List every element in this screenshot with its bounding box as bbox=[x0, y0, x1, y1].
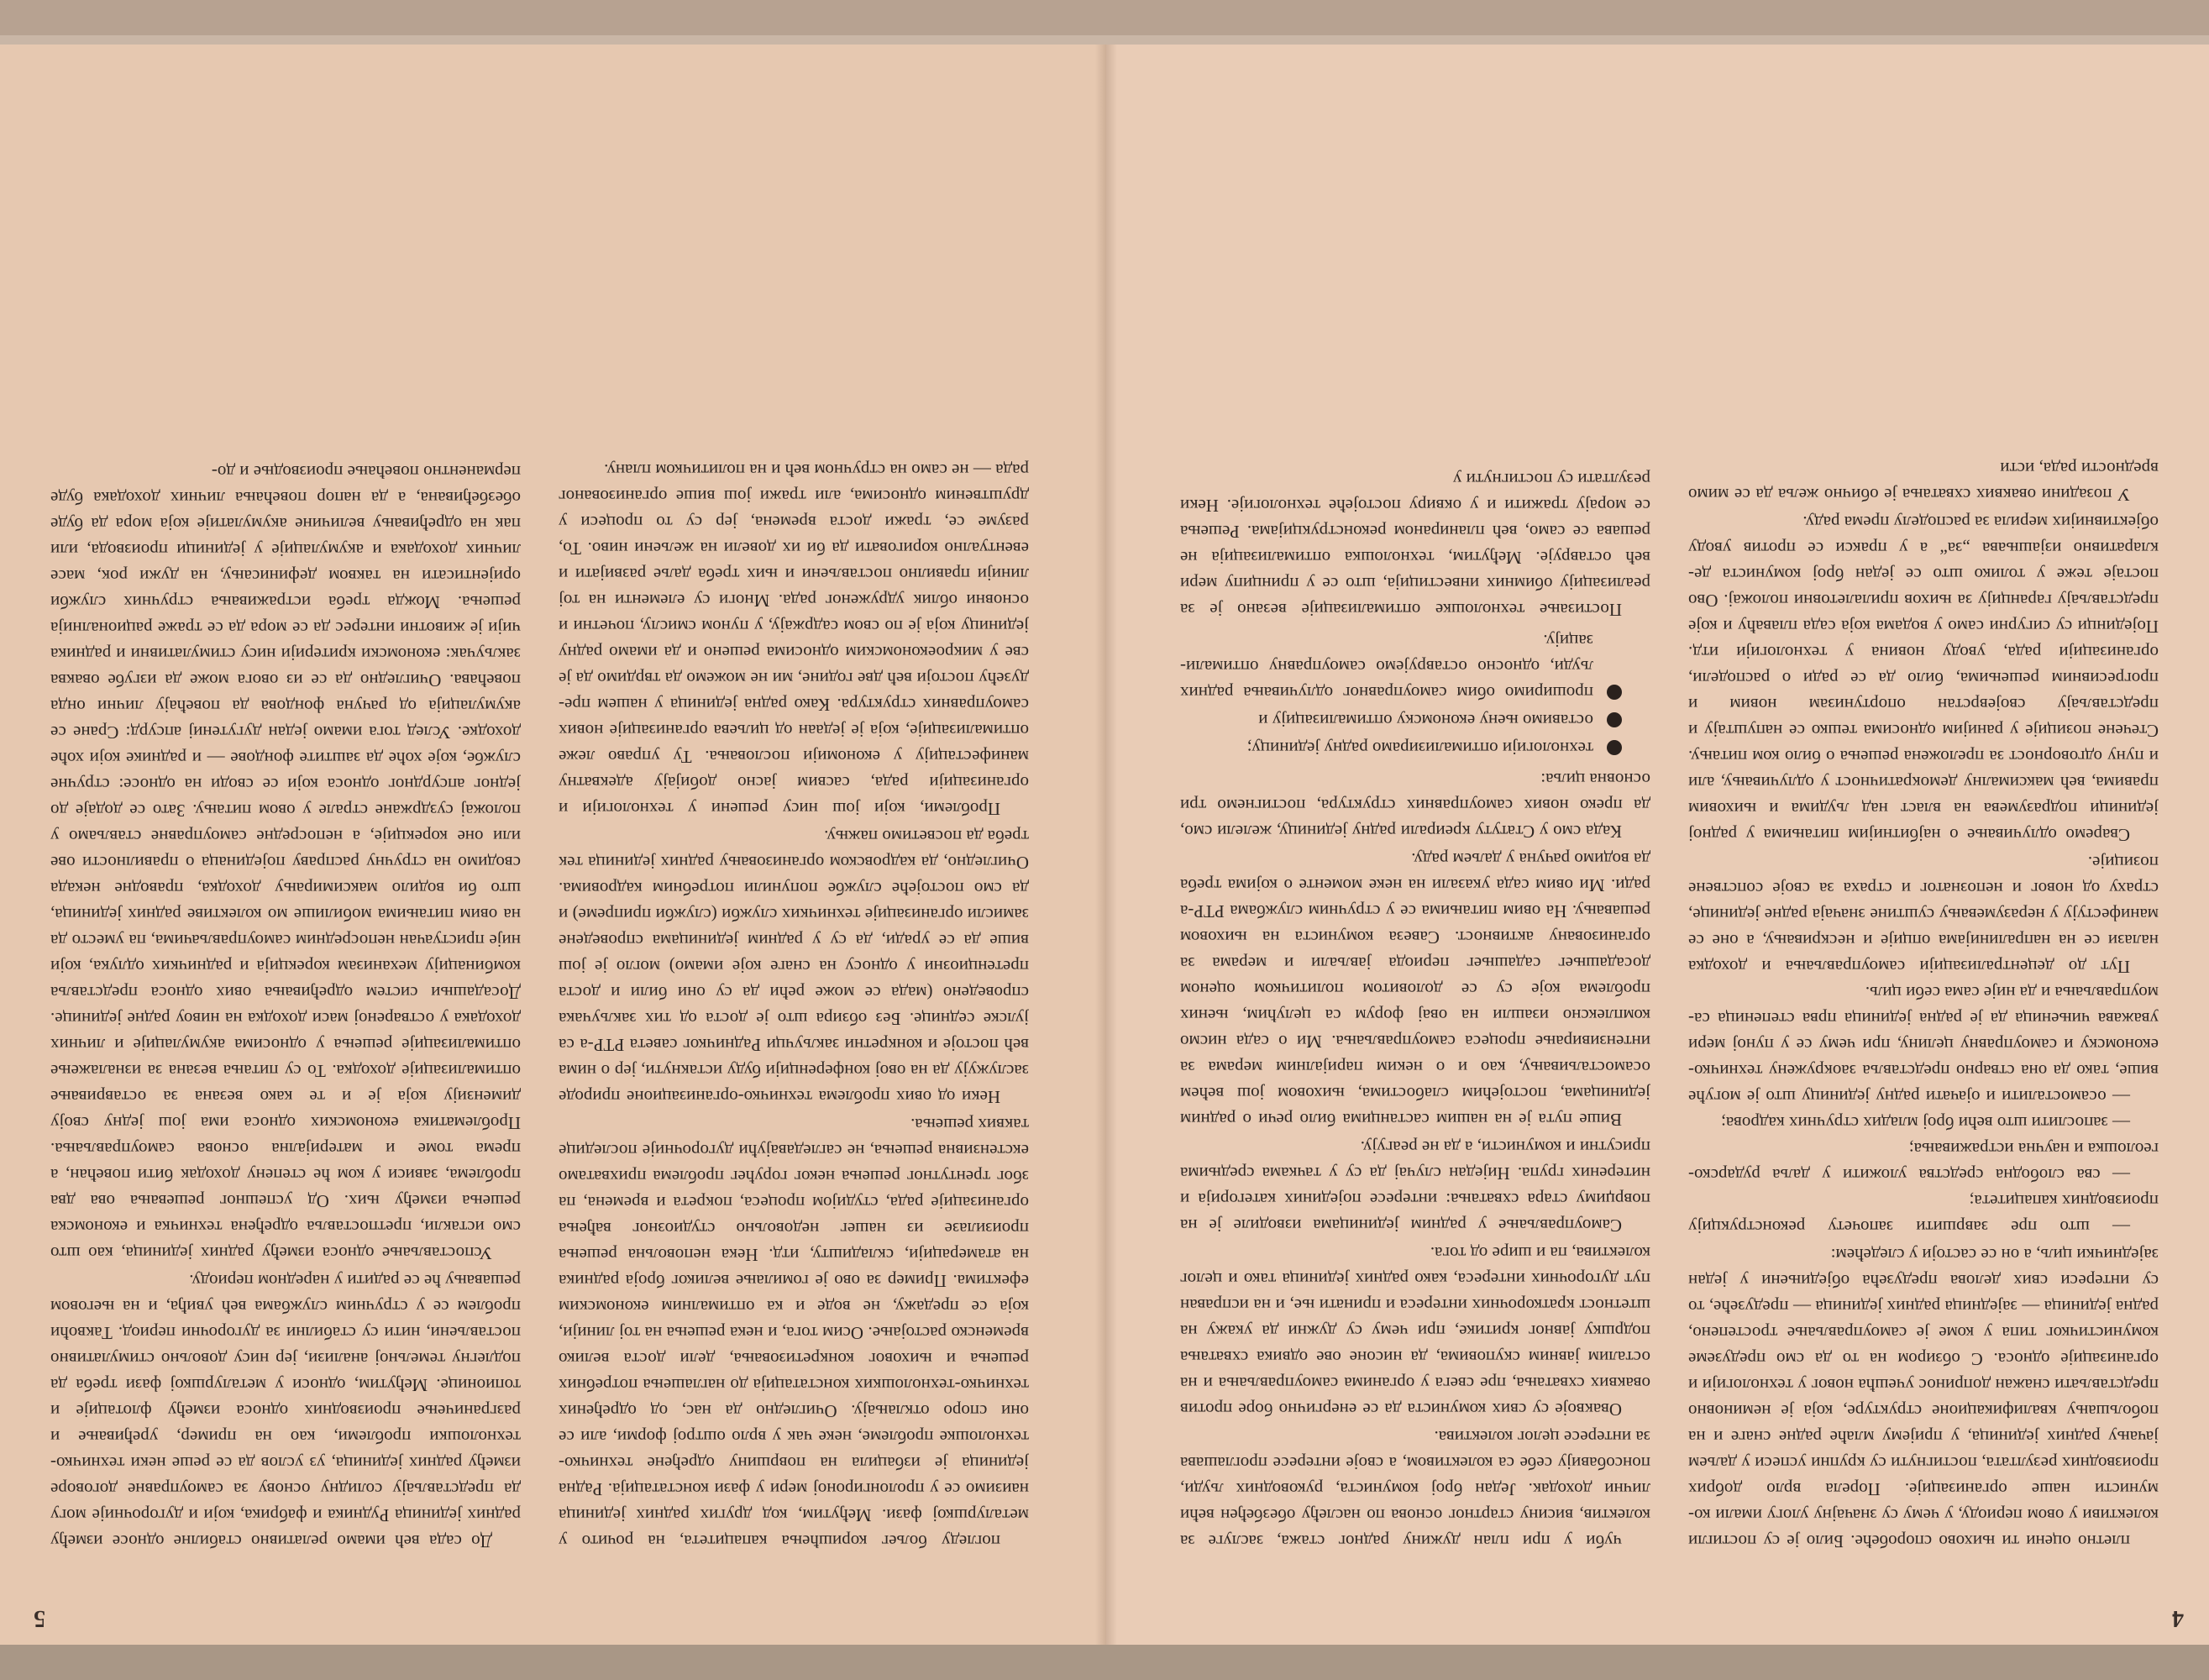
paragraph: Када смо у Статуту креирали радну јединицу, желели смо, да преко нових самоуправних структура, постигнемо три основна циља: bbox=[1180, 769, 1650, 842]
list-item bbox=[1180, 707, 1622, 733]
left-page-column-2 bbox=[1180, 202, 1650, 1554]
list-item bbox=[1180, 735, 1622, 761]
goals-list bbox=[1180, 627, 1650, 761]
paragraph: чуби у при план дужину радног стажа, заслуге за колектив, висину стартног основа по наслеђу обезбеђен већи лични доходак. Један број комуниста, руководних људи, понсобавију себе са колективом, а своје интересе проглашава за интересе целог колектива. bbox=[1180, 1427, 1650, 1551]
paragraph: До сада већ имамо релативно стабилне односе између радних јединица Рудника и фабрика, који и дугорочније могу да представљају солидну основу за самоуправне договоре између радних јединица, уз услов да се реше неки техничкотехнолошки проблеми, као на пример, уређивање и разграничење производних односа између флотације и топионице. Међутим, односи у металуршкој фази треба да подлегну темељној анализи, јер нису довољно стимулативно постављени, нити су стабилни за дугорочни период. Таквоћи проблем се у стручним службама већ увиђа, и на његовом решавању ће се радити у наредном периоду. bbox=[50, 1271, 521, 1551]
paragraph: У позадини оваквих схватања је обично жеља да се мимо вредности рада, исти bbox=[1688, 459, 2159, 505]
dash-item: — осамосталити и ојачати радну јединицу што је могуће више, тако да она стварно представља заокружену техничко-економску и самоуправну целину, при чему се у пуној мери уважава чињеница да је радна јединица прва степеница самоуправљања и да није сама себи циљ. bbox=[1688, 983, 2159, 1107]
page-number-left: 4 bbox=[2172, 1605, 2184, 1631]
paragraph: Више пута је на нашим састанцима било речи о радним јединицама, постојећим слабостима, њиховом још већем осамостаљивању, као и о неким паријалним мерама за интензивирање процеса самоуправљања. Ми о сада нисмо комплексно изашли на овај форум са целућим, њених проблема које су се доловитом политичком оценом досадашњег садашњег периода јављали и мерама за организовану активност. Савеза комуниста на њиховом решавању. На овим питањима се у стручним службама РТР-а ради. Ми овим сада указали на неке моменте о којима треба да водимо рачуна у даљем раду. bbox=[1180, 849, 1650, 1130]
paragraph: погледу бољег коришћења капацитета, на рочито у металуршкој фази. Међутим, код других радних јединица наизимо се у пролонгироној мери у фази констатација. Радна јединица је избацила на површину одређене техничко-технолошке проблеме, неке чак у врло оштрој форми, али се они споро отклањају. Очигледно да нас, од одређених техничко-технолошких констатација до наглашења потребних решења и њиховог конкретизовања, дели доста велико временско растојање. Осим тога, и нека решења на тој линији, која се предажу, не воде и ка оптималним економским ефектима. Пример за ово је гомилање великог броја радника на атамерацији, складишту, итд. Нека неповољна решења произилазе из нашег недовољно студиозног вађења организације рада, студијом процеса, покрета и времена, па због трентутног решења неког горућег проблема прихватамо екстензивна решења, не сагледавајући дугорочније последице таквих решења. bbox=[559, 1115, 1029, 1551]
dash-item: — сва слободна средства уложити у даља рударско-геолошка и научна истраживања; bbox=[1688, 1139, 2159, 1185]
paragraph: плетно оцени ти њихово споробеће. Било је су постигли колективи у овом периоду, у чему су значајну улогу имали комунисти наше организације. Порела врло добрих производних резултата, постигнути су крупни успеси у даљем јачању радних јединица, у пријему млаће радне снаге и на побољшању квалификационе структуре, која је неминовно представљати снажан допринос учешћа новог у технологији и организације односа. С обзиром на то да смо предуземе комунистичког типа у коме је самоуправљање тростепено, радна јединица — заједница радних јединица — предузеће, то су интереси свих делова предузећа обједињени у један заједнички циљ, а он се састоји у следећем: bbox=[1688, 1245, 2159, 1551]
paragraph: Самоуправљање у радним јединицама изводиле је на поврџиму стара схватања: интересе појединих категорија и нитерених група. Ниједан случај да су у тачкама средњима присутни и комунисти, а да не реагују. bbox=[1180, 1137, 1650, 1236]
paragraph: Неки од ових проблема техничко-организационе природе заслужују да на овој конференцији буду истакнути, јер о нима већ постоје и конкретни закључци Радничког савета РТР-а са јулске седнице. Без обзира што је доста од тих закључака спроведено (мада се може рећи да су они били и доста претенциозни у односу на снаге које имамо) могло је још више да се уради, да су у радним јединицама спроведене замисли организације техничких служби (служби припреме) и да смо постојеће службе попунили потребним кадровима. Очигледно, да кадровском организовању радних јединица тек треба да посветимо пажњу. bbox=[559, 827, 1029, 1107]
page-gutter bbox=[1095, 45, 1117, 1645]
paragraph: Сваремо одлучивање о најбитнијим питањима у радној јединици подразумева на власт над људима и њиховим правима, већ максималну демократичност у одлучивању, али и пуну одговорност за преложена решења о било ком питању. Стечене позиције у ранијим односима тешко се напуштају и представљају својеврстан опортунизам новим и прогресивним решењима, било да се ради о расподели, организацији рада, уводу новина у технологији итд. Појединци су сигурни само у водама која сада плаваћу и које представљају гаранцију за њихов прилалетовни положај. Ово постаје теже у толико што се један број комуниста декларативно изјашњава „за“ а у пракси се против уводу објективнијих мерила за расподелу према раду. bbox=[1688, 512, 2159, 845]
list-item-text: оставимо њену економску оптимализацију и bbox=[1258, 711, 1593, 731]
left-page-column-1 bbox=[1688, 202, 2159, 1554]
list-item-text: технологији оптимализирамо радну јединицу; bbox=[1246, 738, 1593, 759]
dash-item: — запослити што већи број младих стручних кадрова; bbox=[1721, 1113, 2130, 1133]
paragraph: Проблеми, који још нису решени у технологији и организацији рада, сасвим јасно добијају адекватну манифестацију у економији пословања. Ту управо леже оптимализације, која је једаан од циљева организације нових самоуправних структура. Како радна јединица у нашем предузећу постоји већ две године, ми не можемо да тврдимо да је све у микроекономским односима решено и да имамо радну јединицу која је по свом садржају, у пуном смислу, почетни и основни облик удруженог рада. Многи су елементи на тој линији правилно постављени и њих треба даље развијати и евентуално кориговати да би их довели на жељени ниво. То, разуме се, тражи доста времена, јер су то процеси у друштвеним односима, али тражи још више организованог рада — не само на стручном већ и на политичком плану. bbox=[559, 460, 1029, 819]
list-item-text: проширимо обим самоуправног одлучивања радних људи, односно оставрујемо самоуправну оптимализацију. bbox=[1180, 631, 1593, 703]
bullet-icon bbox=[1607, 712, 1622, 727]
paragraph: Пут до децентрализацији самоуправљања и доходка налази се на напралинијама опције и нескривању, а оне се манифестују у неразумевању суштине значаја радне јединице, страху од новог и непознатог и страха за своје сопствене позиције. bbox=[1688, 853, 2159, 977]
right-page-column-2 bbox=[50, 202, 521, 1554]
paragraph: Оваквоје су свих комуниста да се енергично боре против оваквих схватања, пре свега у органима самоуправљања и на осталим јавним скуповима, да нисоне ове одвика схватања подршку јавног критике, при чему су дужни да укажу на штетност краткорочних интереса и принати ње, и на исправан пут дугорочних интереса, како радних јединица тако и целог колектива, па и шире од тога. bbox=[1180, 1243, 1650, 1420]
paragraph: Постизање технолошке оптимализације везано је за реализацију обимних инвестиција, што се у принципу мери већ оставрује. Међутим, технолошка оптимализација не решава се само, већ планираном реконструкцијама. Решења се морају тражити и у оквиру постојеће технологије. Неки резултати су постигнути у bbox=[1180, 470, 1650, 620]
page-number-right: 5 bbox=[34, 1605, 45, 1631]
bullet-icon bbox=[1607, 685, 1622, 700]
bullet-icon bbox=[1607, 740, 1622, 755]
dash-item: — што пре завршити започету реконструкцију производних капацитета; bbox=[1688, 1191, 2159, 1237]
right-page-column-1 bbox=[559, 202, 1029, 1554]
paragraph: Успостављање односа између радних јединица, као што смо истакли, претпоставља одређена техничка и економска решења између њих. Од успешног решевања ова два проблема, зависи у ком ће степену доходак бити повећан, а према томе и материјална основа самоуправљања. Проблематика економских односа има још једну своју димензију која је и те како везана за оставривање оптимализације доходка. То су питања везана за изналажење оптимализације решења у односима акумулације и личних доходака у оствареној маси доходка на нивоу радне јединице. Досадашњи систем одређивања ових односа представља комбинацију механизам корекција и радничких одлука, који није пристуачан непосредним самоуправљачима, па уместо да на овим питањима мобилише мо колективе радних јединица, што би водило максимирању доходка, праводне некада сводимо на стручну расправу појединаца о правилности ове или оне корекције, а непосредне самоуправне стављамо у положај суздржане страле у овом питању. Зато се додаје до једног апсурдног односа који се своди на односе: стручне службе, које хоће да заштите фондове — и раднике који хоће доходке. Услед тога имамо један дугутениј апсурд: Сране се акумулација од рачуна фондова да повећају лични онда повећава. Очигледно да се из овога може да изгубе оваква закључак: економски критерији нису стимулативни и радника чији је животни интерес да се мора да се траже рационалнија решења. Можда треба истраживања стручних служби оријентисати на таквом дефинисању, на дужи рок, масе личних доходака и акумулације у јединици производа, или пак на одређивању величине акумулатије која мора да буде обезбеђивана, а да напор повећања личних доходака буде перманентно повећање производње и до- bbox=[50, 462, 521, 1263]
list-item bbox=[1180, 627, 1622, 706]
